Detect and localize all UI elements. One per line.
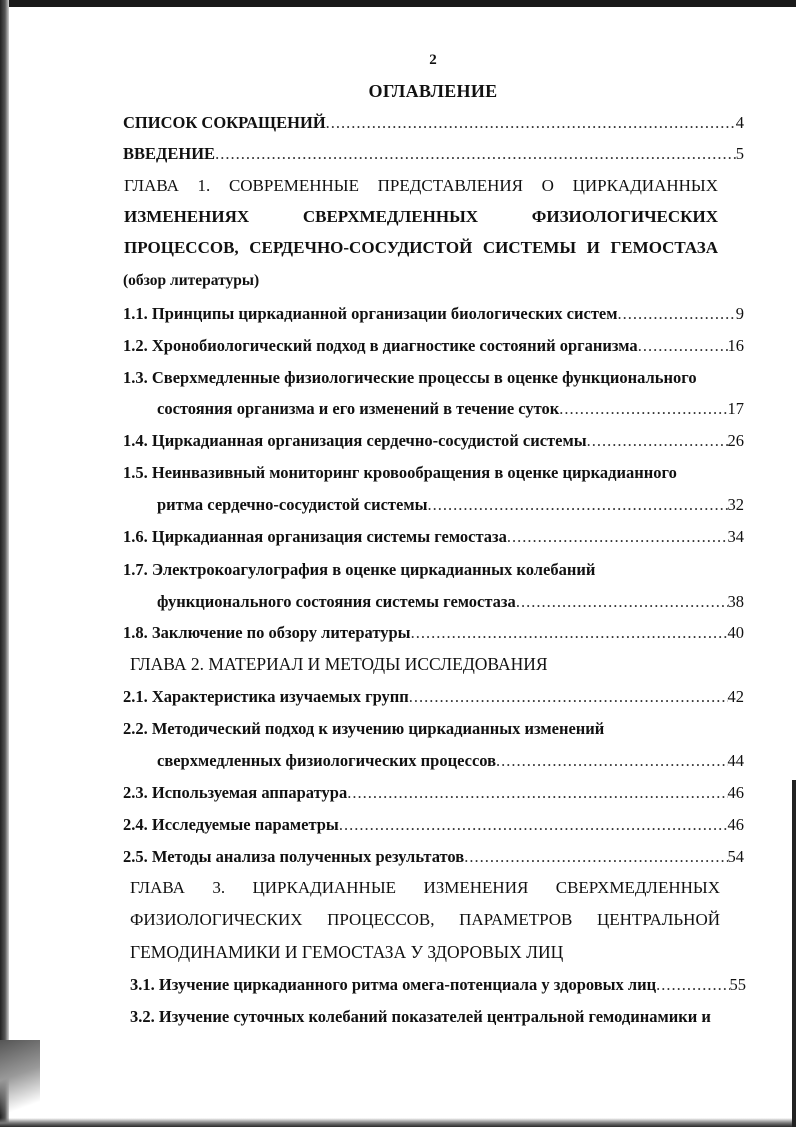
page-title: ОГЛАВЛЕНИЕ (368, 81, 498, 101)
toc-entry-page: 26 (727, 431, 744, 450)
toc-entry-page: 9 (735, 304, 744, 323)
leader-dots (516, 592, 728, 612)
toc-entry-2-4 (123, 815, 744, 839)
toc-entry-1-7-line2 (157, 592, 744, 616)
chapter1-heading-line2: ИЗМЕНЕНИЯХ СВЕРХМЕДЛЕННЫХ ФИЗИОЛОГИЧЕСКИХ (124, 207, 718, 226)
leader-dots (411, 623, 728, 643)
chapter1-heading-line3: ПРОЦЕССОВ, СЕРДЕЧНО-СОСУДИСТОЙ СИСТЕМЫ И ГЕМОСТАЗА (124, 238, 718, 257)
toc-entry-page: 16 (727, 336, 744, 355)
scan-edge-left (0, 0, 9, 1127)
leader-dots (215, 144, 736, 164)
toc-entry-1-2 (123, 336, 744, 360)
toc-entry-1-3-line1: 1.3. Сверхмедленные физиологические процессы в оценке функционального (123, 368, 697, 387)
toc-entry-1-6 (123, 527, 744, 551)
toc-entry-1-1 (123, 304, 744, 328)
toc-entry-2-5 (123, 847, 744, 871)
toc-entry-label: 1.6. Циркадианная организация системы гемостаза (123, 527, 507, 546)
leader-dots (496, 751, 727, 771)
leader-dots (464, 847, 727, 867)
chapter3-heading-line3: ГЕМОДИНАМИКИ И ГЕМОСТАЗА У ЗДОРОВЫХ ЛИЦ (130, 942, 564, 962)
scan-edge-top (0, 0, 796, 7)
toc-entry-2-3 (123, 783, 744, 807)
chapter3-heading-line1: ГЛАВА 3. ЦИРКАДИАННЫЕ ИЗМЕНЕНИЯ СВЕРХМЕДЛЕННЫХ (130, 878, 720, 897)
scan-edge-right (792, 780, 796, 1127)
page-number: 2 (429, 52, 437, 68)
leader-dots (347, 783, 727, 803)
toc-entry-page: 46 (727, 815, 744, 834)
leader-dots (656, 975, 729, 995)
scan-edge-bottom (0, 1118, 796, 1127)
toc-entry-page: 55 (729, 975, 746, 994)
toc-entry-label: функционального состояния системы гемостаза (157, 592, 516, 611)
toc-entry-3-2-line1: 3.2. Изучение суточных колебаний показателей центральной гемодинамики и (130, 1007, 711, 1026)
toc-entry-page: 46 (727, 783, 744, 802)
toc-entry-label: ВВЕДЕНИЕ (123, 144, 216, 163)
toc-entry-label: 2.1. Характеристика изучаемых групп (123, 687, 409, 706)
chapter1-note: (обзор литературы) (123, 272, 260, 289)
toc-entry-introduction (123, 144, 744, 168)
toc-entry-1-5-line1: 1.5. Неинвазивный мониторинг кровообращения в оценке циркадианного (123, 463, 677, 482)
toc-entry-abbreviations (123, 113, 744, 137)
toc-entry-page: 4 (735, 113, 744, 132)
toc-entry-label: 1.8. Заключение по обзору литературы (123, 623, 411, 642)
toc-entry-label: состояния организма и его изменений в течение суток (157, 399, 560, 418)
chapter2-heading: ГЛАВА 2. МАТЕРИАЛ И МЕТОДЫ ИССЛЕДОВАНИЯ (130, 654, 548, 674)
toc-entry-1-7-line1: 1.7. Электрокоагулография в оценке циркадианных колебаний (123, 560, 596, 579)
toc-entry-page: 17 (727, 399, 744, 418)
toc-entry-2-2-line1: 2.2. Методический подход к изучению циркадианных изменений (123, 719, 605, 738)
toc-entry-label: 2.4. Исследуемые параметры (123, 815, 339, 834)
toc-entry-label: 1.2. Хронобиологический подход в диагностике состояний организма (123, 336, 638, 355)
toc-entry-page: 40 (727, 623, 744, 642)
toc-entry-label: 1.1. Принципы циркадианной организации биологических систем (123, 304, 618, 323)
toc-entry-page: 5 (735, 144, 744, 163)
toc-entry-page: 44 (727, 751, 744, 770)
leader-dots (618, 304, 736, 324)
scan-corner-shadow (0, 1040, 40, 1127)
chapter3-heading-line2: ФИЗИОЛОГИЧЕСКИХ ПРОЦЕССОВ, ПАРАМЕТРОВ ЦЕНТРАЛЬНОЙ (130, 910, 720, 929)
leader-dots (427, 495, 727, 515)
toc-entry-page: 38 (727, 592, 744, 611)
toc-entry-label: сверхмедленных физиологических процессов (157, 751, 497, 770)
toc-entry-page: 54 (727, 847, 744, 866)
leader-dots (326, 113, 736, 133)
leader-dots (638, 336, 728, 356)
leader-dots (409, 687, 728, 707)
toc-entry-2-1 (123, 687, 744, 711)
toc-entry-page: 34 (727, 527, 744, 546)
toc-entry-label: СПИСОК СОКРАЩЕНИЙ (123, 113, 326, 132)
leader-dots (339, 815, 728, 835)
leader-dots (559, 399, 727, 419)
toc-entry-2-2-line2 (157, 751, 744, 775)
toc-entry-1-4 (123, 431, 744, 455)
toc-entry-label: 2.5. Методы анализа полученных результатов (123, 847, 465, 866)
toc-entry-label: ритма сердечно-сосудистой системы (157, 495, 428, 514)
toc-entry-1-8 (123, 623, 744, 647)
toc-entry-label: 3.1. Изучение циркадианного ритма омега-потенциала у здоровых лиц (130, 975, 657, 994)
toc-entry-label: 1.4. Циркадианная организация сердечно-сосудистой системы (123, 431, 587, 450)
chapter1-heading-line1: ГЛАВА 1. СОВРЕМЕННЫЕ ПРЕДСТАВЛЕНИЯ О ЦИРКАДИАННЫХ (124, 176, 718, 195)
toc-entry-label: 2.3. Используемая аппаратура (123, 783, 348, 802)
toc-entry-page: 32 (727, 495, 744, 514)
leader-dots (587, 431, 728, 451)
toc-entry-1-5-line2 (157, 495, 744, 519)
toc-entry-1-3-line2 (157, 399, 744, 423)
leader-dots (507, 527, 728, 547)
toc-entry-3-1 (130, 975, 746, 999)
toc-entry-page: 42 (727, 687, 744, 706)
